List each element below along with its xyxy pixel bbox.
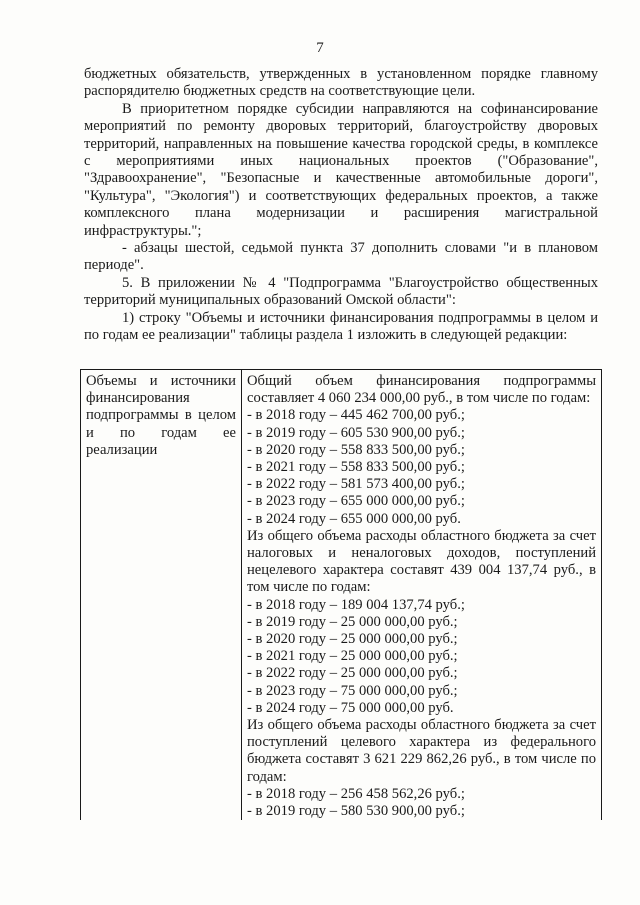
year-line: - в 2019 году – 580 530 900,00 руб.; (247, 803, 465, 820)
year-line: - в 2018 году – 445 462 700,00 руб.; (247, 407, 465, 424)
year-line: - в 2021 году – 25 000 000,00 руб.; (247, 648, 458, 665)
year-line: - в 2018 году – 256 458 562,26 руб.; (247, 785, 465, 802)
year-line: - в 2019 году – 605 530 900,00 руб.; (247, 424, 465, 441)
year-line: - в 2022 году – 25 000 000,00 руб.; (247, 665, 458, 682)
row-value-cell (242, 370, 602, 821)
year-line: - в 2022 году – 581 573 400,00 руб.; (247, 476, 465, 493)
own-intro: Из общего объема расходы областного бюджета за счет налоговых и неналоговых доходов, поступлений нецелевого характера составят 439 004 137,74 руб., в том числе по годам: (247, 527, 596, 596)
year-line: - в 2019 году – 25 000 000,00 руб.; (247, 613, 458, 630)
paragraph: 1) строку "Объемы и источники финансирования подпрограммы в целом и по годам ее реализации" таблицы раздела 1 изложить в следующей редакции: (84, 309, 598, 344)
year-line: - в 2023 году – 655 000 000,00 руб.; (247, 493, 465, 510)
total-intro: Общий объем финансирования подпрограммы составляет 4 060 234 000,00 руб., в том числе по годам: (247, 373, 596, 407)
year-line: - в 2023 году – 75 000 000,00 руб.; (247, 682, 458, 699)
year-line: - в 2024 году – 75 000 000,00 руб. (247, 699, 454, 716)
page-number: 7 (316, 40, 324, 56)
year-line: - в 2021 году – 558 833 500,00 руб.; (247, 459, 465, 476)
table-row (81, 370, 602, 821)
paragraph: - абзацы шестой, седьмой пункта 37 дополнить словами "и в плановом периоде". (84, 240, 598, 274)
paragraph: 5. В приложении № 4 "Подпрограмма "Благоустройство общественных территорий муниципальных образований Омской области": (84, 274, 598, 309)
federal-intro: Из общего объема расходы областного бюджета за счет поступлений целевого характера из федерального бюджета составят 3 621 229 862,26 руб., в том числе по годам: (247, 717, 596, 785)
body-text (84, 66, 598, 345)
year-line: - в 2018 году – 189 004 137,74 руб.; (247, 596, 465, 613)
year-line: - в 2020 году – 25 000 000,00 руб.; (247, 631, 458, 648)
paragraph: бюджетных обязательств, утвержденных в установленном порядке главному распорядителю бюджетных средств на соответствующие цели. (84, 66, 598, 100)
row-label-cell: Объемы и источники финансирования подпрограммы в целом и по годам ее реализации (81, 370, 242, 821)
financing-table (80, 369, 602, 820)
paragraph: В приоритетном порядке субсидии направляются на софинансирование мероприятий по ремонту дворовых территорий, благоустройству дворовых территорий, направленных на повышение качества городской среды, в комплексе с мероприятиями иных национальных проектов ("Образование", "Здравоохранение", "Безопасные и качественные автомобильные дороги", "Культура", "Экология") и соответствующих федеральных проектов, а также комплексного плана модернизации и расширения магистральной инфраструктуры."; (84, 100, 598, 239)
year-line: - в 2020 году – 558 833 500,00 руб.; (247, 441, 465, 458)
year-line: - в 2024 году – 655 000 000,00 руб. (247, 510, 461, 527)
